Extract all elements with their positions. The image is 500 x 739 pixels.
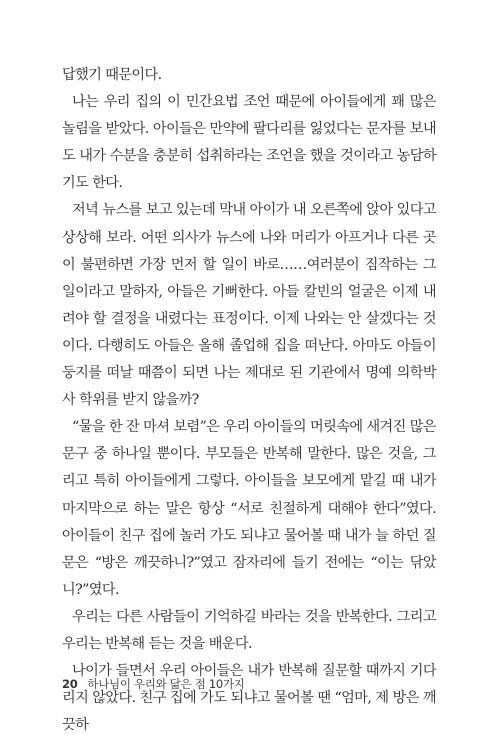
body-text [62, 62, 436, 739]
paragraph: 저녁 뉴스를 보고 있는데 막내 아이가 내 오른쪽에 앉아 있다고 상상해 보라. 어떤 의사가 뉴스에 나와 머리가 아프거나 다른 곳이 불편하면 가장 먼저 할 일이 바로……여러분이 짐작하는 그 일이라고 말하자, 아들은 기뻐한다. 아들 칼빈의 얼굴은 이제 내려야 할 결정을 내렸다는 표정이다. 이제 나와는 안 살겠다는 것이다. 다행히도 아들은 올해 졸업해 집을 떠난다. 아마도 아들이 둥지를 떠날 때쯤이 되면 나는 제대로 된 기관에서 명예 의학박사 학위를 받지 않을까? [62, 202, 436, 409]
paragraph: “물을 한 잔 마셔 보렴”은 우리 아이들의 머릿속에 새겨진 많은 문구 중 하나일 뿐이다. 부모들은 반복해 말한다. 많은 것을, 그리고 특히 아이들에게 그렇다. 아이들을 보모에게 맡길 때 내가 마지막으로 하는 말은 항상 “서로 친절하게 대해야 한다”였다. 아이들이 친구 집에 놀러 가도 되냐고 물어볼 때 내가 늘 하던 질문은 “방은 깨끗하니?”였고 잠자리에 들기 전에는 “이는 닦았니?”였다. [62, 419, 436, 598]
running-title: 하나님이 우리와 닮은 점 10가지 [87, 677, 245, 691]
paragraph: 나이가 들면서 우리 아이들은 내가 반복해 질문할 때까지 기다리지 않았다. 친구 집에 가도 되냐고 물어볼 땐 “엄마, 제 방은 깨끗하 [62, 663, 436, 734]
page-footer [62, 676, 245, 692]
paragraph-continuation: 답했기 때문이다. [62, 67, 162, 83]
paragraph: 우리는 다른 사람들이 기억하길 바라는 것을 반복한다. 그리고 우리는 반복해 듣는 것을 배운다. [62, 608, 436, 652]
paragraph: 나는 우리 집의 이 민간요법 조언 때문에 아이들에게 꽤 많은 놀림을 받았다. 아이들은 만약에 팔다리를 잃었다는 문자를 보내도 내가 수분을 충분히 섭취하라는 조언을 했을 것이라고 농담하기도 한다. [62, 94, 436, 192]
page-number: 20 [62, 677, 78, 691]
